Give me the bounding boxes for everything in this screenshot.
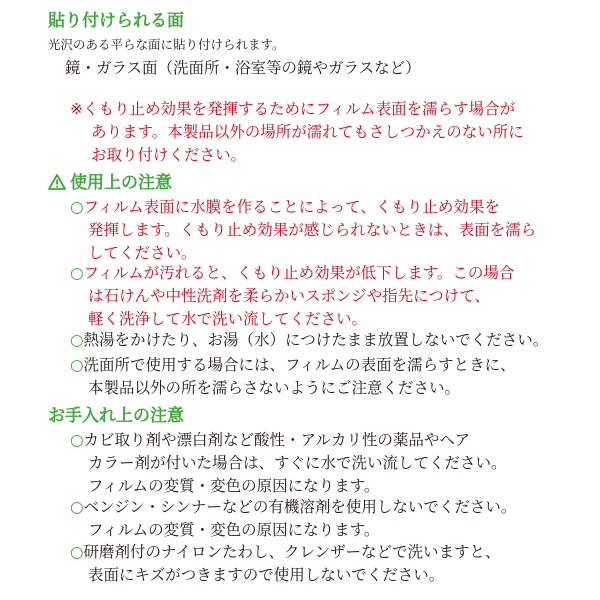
bullet-circle-icon: ○ — [70, 498, 84, 516]
list-item: ○ベンジン・シンナーなどの有機溶剤を使用しないでください。 — [70, 498, 517, 516]
surfaces-note-line: お取り付けください。 — [91, 146, 247, 164]
list-item-continuation: してください。 — [88, 244, 197, 262]
list-item-continuation: 発揮します。くもり止め効果が感じられないときは、表面を濡ら — [88, 221, 537, 239]
bullet-circle-icon: ○ — [70, 198, 84, 216]
section-title-usage-cautions — [48, 172, 172, 194]
section-title-care-cautions: お手入れ上の注意 — [48, 406, 184, 426]
list-item: ○熱湯をかけたり、お湯（水）につけたまま放置しないでください。 — [70, 331, 549, 349]
list-item-continuation: カラー剤が付いた場合は、すぐに水で洗い流してください。 — [88, 454, 507, 472]
list-item-continuation: 本製品以外の所を濡らさないようにご注意ください。 — [88, 379, 461, 397]
list-item: ○フィルムが汚れると、くもり止め効果が低下します。この場合 — [70, 264, 515, 282]
list-item: ○カビ取り剤や漂白剤など酸性・アルカリ性の薬品やヘア — [70, 431, 470, 449]
list-item: ○洗面所で使用する場合には、フィルムの表面を濡らすときに、 — [70, 356, 516, 374]
list-item: ○研磨剤付のナイロンたわし、クレンザーなどで洗いますと、 — [70, 543, 501, 561]
bullet-circle-icon: ○ — [70, 356, 84, 374]
section-title-surfaces: 貼り付けられる面 — [48, 11, 184, 31]
section-title-text: 使用上の注意 — [70, 173, 172, 193]
list-item-continuation: 軽く洗浄して水で洗い流してください。 — [88, 310, 368, 328]
surfaces-note-line: ※くもり止め効果を発揮するためにフィルム表面を濡らす場合が — [70, 100, 516, 118]
surfaces-note-line: あります。本製品以外の場所が濡れてもさしつかえのない所に — [91, 123, 524, 141]
surfaces-subtitle: 光沢のある平らな面に貼り付けられます。 — [48, 37, 285, 52]
bullet-circle-icon: ○ — [70, 431, 84, 449]
list-item-continuation: フィルムの変質・変色の原因になります。 — [88, 477, 380, 495]
bullet-circle-icon: ○ — [70, 331, 84, 349]
bullet-circle-icon: ○ — [70, 543, 84, 561]
warning-triangle-icon — [48, 174, 66, 190]
surfaces-list: 鏡・ガラス面（洗面所・浴室等の鏡やガラスなど） — [65, 59, 421, 77]
list-item: ○フィルム表面に水膜を作ることによって、くもり止め効果を — [70, 198, 500, 216]
list-item-continuation: 表面にキズがつきますので使用しないでください。 — [88, 566, 445, 584]
list-item-continuation: フィルムの変質・変色の原因になります。 — [88, 521, 380, 539]
bullet-circle-icon: ○ — [70, 264, 84, 282]
list-item-continuation: は石けんや中性洗剤を柔らかいスポンジや指先につけて、 — [88, 287, 490, 305]
